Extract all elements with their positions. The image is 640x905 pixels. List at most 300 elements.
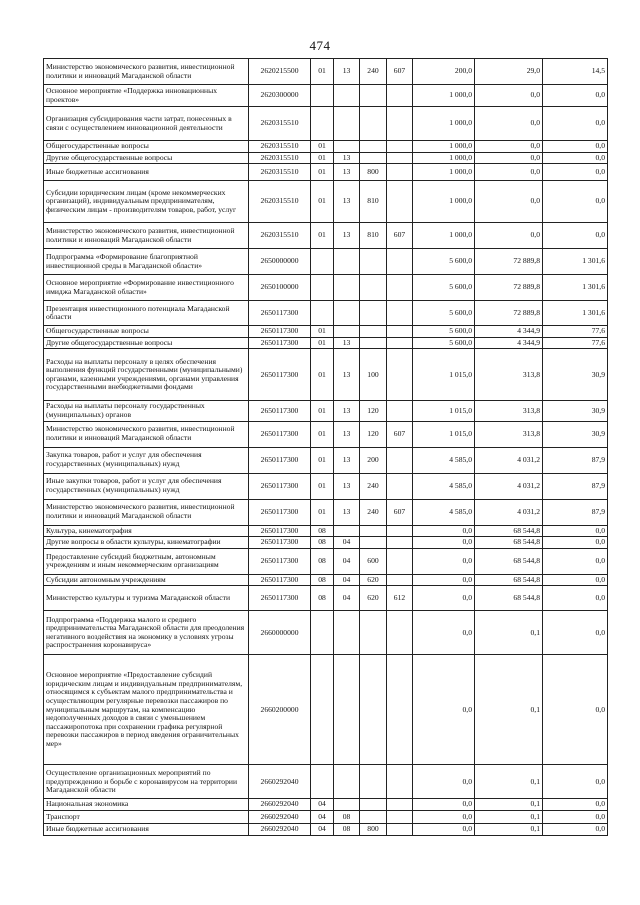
admin-code <box>387 337 413 349</box>
planned-amount: 1 015,0 <box>413 349 475 401</box>
target-code: 2650100000 <box>249 275 311 301</box>
target-code: 2650117300 <box>249 499 311 525</box>
execution-percent: 0,0 <box>543 537 608 549</box>
row-name: Осуществление организационных мероприятий по предупреждению и борьбе с коронавирусом на территории Магаданской области <box>44 765 249 799</box>
target-code: 2620215500 <box>249 59 311 85</box>
planned-amount: 1 000,0 <box>413 181 475 223</box>
section-code: 01 <box>311 421 334 447</box>
subsection-code: 13 <box>334 447 360 473</box>
subsection-code: 13 <box>334 473 360 499</box>
table-row <box>44 164 608 181</box>
execution-percent: 1 301,6 <box>543 275 608 301</box>
subsection-code: 13 <box>334 152 360 164</box>
table-row <box>44 586 608 611</box>
table-row <box>44 401 608 421</box>
target-code: 2650117300 <box>249 326 311 338</box>
section-code <box>311 655 334 765</box>
table-row <box>44 275 608 301</box>
expense-type-code: 240 <box>360 473 387 499</box>
planned-amount: 0,0 <box>413 799 475 811</box>
expense-type-code: 240 <box>360 499 387 525</box>
admin-code <box>387 349 413 401</box>
table-row <box>44 823 608 835</box>
section-code <box>311 611 334 655</box>
planned-amount: 0,0 <box>413 611 475 655</box>
admin-code <box>387 574 413 586</box>
subsection-code <box>334 525 360 537</box>
planned-amount: 0,0 <box>413 574 475 586</box>
target-code: 2650117300 <box>249 349 311 401</box>
row-name: Национальная экономика <box>44 799 249 811</box>
subsection-code: 13 <box>334 421 360 447</box>
admin-code <box>387 401 413 421</box>
section-code <box>311 249 334 275</box>
planned-amount: 1 015,0 <box>413 401 475 421</box>
table-row <box>44 574 608 586</box>
execution-percent: 0,0 <box>543 799 608 811</box>
subsection-code: 04 <box>334 548 360 574</box>
target-code: 2660200000 <box>249 655 311 765</box>
execution-percent: 77,6 <box>543 337 608 349</box>
actual-amount: 0,0 <box>475 164 543 181</box>
target-code: 2650117300 <box>249 447 311 473</box>
expense-type-code <box>360 85 387 107</box>
actual-amount: 313,8 <box>475 349 543 401</box>
row-name: Иные бюджетные ассигнования <box>44 164 249 181</box>
table-row <box>44 473 608 499</box>
table-row <box>44 537 608 549</box>
target-code: 2620315510 <box>249 181 311 223</box>
expense-type-code: 810 <box>360 223 387 249</box>
expense-type-code <box>360 337 387 349</box>
row-name: Министерство экономического развития, инвестиционной политики и инноваций Магаданской области <box>44 223 249 249</box>
planned-amount: 5 600,0 <box>413 275 475 301</box>
table-row <box>44 85 608 107</box>
admin-code <box>387 537 413 549</box>
target-code: 2660292040 <box>249 799 311 811</box>
row-name: Подпрограмма «Поддержка малого и среднего предпринимательства Магаданской области для преодоления негативного воздействия на экономику в условиях угрозы распространения коронавируса» <box>44 611 249 655</box>
row-name: Организация субсидирования части затрат, понесенных в связи с осуществлением инновационной деятельности <box>44 107 249 141</box>
execution-percent: 0,0 <box>543 586 608 611</box>
expense-type-code: 120 <box>360 401 387 421</box>
expense-type-code: 620 <box>360 574 387 586</box>
row-name: Общегосударственные вопросы <box>44 141 249 153</box>
actual-amount: 72 889,8 <box>475 301 543 326</box>
row-name: Основное мероприятие «Поддержка инновационных проектов» <box>44 85 249 107</box>
actual-amount: 313,8 <box>475 401 543 421</box>
section-code: 08 <box>311 586 334 611</box>
actual-amount: 68 544,8 <box>475 548 543 574</box>
table-row <box>44 611 608 655</box>
section-code: 01 <box>311 401 334 421</box>
expense-type-code <box>360 611 387 655</box>
section-code: 01 <box>311 499 334 525</box>
subsection-code <box>334 301 360 326</box>
actual-amount: 68 544,8 <box>475 586 543 611</box>
admin-code <box>387 611 413 655</box>
expense-type-code <box>360 765 387 799</box>
execution-percent: 30,9 <box>543 349 608 401</box>
admin-code <box>387 301 413 326</box>
subsection-code: 13 <box>334 181 360 223</box>
target-code: 2650117300 <box>249 548 311 574</box>
actual-amount: 0,1 <box>475 810 543 823</box>
admin-code: 612 <box>387 586 413 611</box>
admin-code <box>387 141 413 153</box>
target-code: 2650117300 <box>249 401 311 421</box>
admin-code <box>387 107 413 141</box>
admin-code <box>387 326 413 338</box>
actual-amount: 68 544,8 <box>475 574 543 586</box>
planned-amount: 5 600,0 <box>413 326 475 338</box>
subsection-code <box>334 85 360 107</box>
subsection-code <box>334 107 360 141</box>
subsection-code <box>334 249 360 275</box>
section-code <box>311 275 334 301</box>
planned-amount: 5 600,0 <box>413 249 475 275</box>
actual-amount: 0,0 <box>475 85 543 107</box>
admin-code: 607 <box>387 59 413 85</box>
planned-amount: 1 000,0 <box>413 223 475 249</box>
execution-percent: 1 301,6 <box>543 249 608 275</box>
actual-amount: 0,0 <box>475 141 543 153</box>
target-code: 2650000000 <box>249 249 311 275</box>
page-number: 474 <box>309 38 331 53</box>
execution-percent: 0,0 <box>543 164 608 181</box>
target-code: 2620315510 <box>249 223 311 249</box>
table-row <box>44 141 608 153</box>
expense-type-code <box>360 301 387 326</box>
row-name: Закупка товаров, работ и услуг для обеспечения государственных (муниципальных) нужд <box>44 447 249 473</box>
expense-type-code <box>360 537 387 549</box>
actual-amount: 0,1 <box>475 611 543 655</box>
planned-amount: 0,0 <box>413 586 475 611</box>
target-code: 2620315510 <box>249 141 311 153</box>
expense-type-code <box>360 655 387 765</box>
target-code: 2620315510 <box>249 152 311 164</box>
section-code: 01 <box>311 59 334 85</box>
planned-amount: 4 585,0 <box>413 447 475 473</box>
row-name: Другие вопросы в области культуры, кинематографии <box>44 537 249 549</box>
expense-type-code: 810 <box>360 181 387 223</box>
actual-amount: 0,1 <box>475 799 543 811</box>
row-name: Министерство экономического развития, инвестиционной политики и инноваций Магаданской области <box>44 499 249 525</box>
planned-amount: 0,0 <box>413 765 475 799</box>
admin-code <box>387 765 413 799</box>
execution-percent: 77,6 <box>543 326 608 338</box>
actual-amount: 4 031,2 <box>475 499 543 525</box>
table-row <box>44 301 608 326</box>
planned-amount: 0,0 <box>413 548 475 574</box>
target-code: 2650117300 <box>249 301 311 326</box>
admin-code <box>387 473 413 499</box>
section-code: 01 <box>311 164 334 181</box>
subsection-code <box>334 799 360 811</box>
section-code: 08 <box>311 525 334 537</box>
section-code: 01 <box>311 152 334 164</box>
planned-amount: 0,0 <box>413 823 475 835</box>
target-code: 2620315510 <box>249 107 311 141</box>
table-row <box>44 525 608 537</box>
section-code: 08 <box>311 574 334 586</box>
planned-amount: 1 000,0 <box>413 85 475 107</box>
planned-amount: 0,0 <box>413 525 475 537</box>
row-name: Презентация инвестиционного потенциала Магаданской области <box>44 301 249 326</box>
table-row <box>44 810 608 823</box>
row-name: Другие общегосударственные вопросы <box>44 337 249 349</box>
row-name: Другие общегосударственные вопросы <box>44 152 249 164</box>
subsection-code <box>334 326 360 338</box>
planned-amount: 5 600,0 <box>413 337 475 349</box>
planned-amount: 1 015,0 <box>413 421 475 447</box>
section-code: 01 <box>311 181 334 223</box>
expense-type-code <box>360 525 387 537</box>
execution-percent: 0,0 <box>543 548 608 574</box>
section-code: 08 <box>311 537 334 549</box>
subsection-code: 13 <box>334 59 360 85</box>
actual-amount: 4 344,9 <box>475 326 543 338</box>
row-name: Министерство культуры и туризма Магаданской области <box>44 586 249 611</box>
section-code: 01 <box>311 223 334 249</box>
expense-type-code: 600 <box>360 548 387 574</box>
table-row <box>44 107 608 141</box>
admin-code <box>387 447 413 473</box>
section-code: 04 <box>311 799 334 811</box>
expense-type-code <box>360 152 387 164</box>
actual-amount: 29,0 <box>475 59 543 85</box>
planned-amount: 1 000,0 <box>413 107 475 141</box>
row-name: Расходы на выплаты персоналу в целях обеспечения выполнения функций государственными (муниципальными) органами, казенными учреждениями, органами управления государственными внебюджетными фондами <box>44 349 249 401</box>
planned-amount: 1 000,0 <box>413 141 475 153</box>
section-code: 04 <box>311 823 334 835</box>
table-row <box>44 223 608 249</box>
target-code: 2660292040 <box>249 765 311 799</box>
execution-percent: 87,9 <box>543 499 608 525</box>
admin-code <box>387 152 413 164</box>
table-row <box>44 499 608 525</box>
actual-amount: 0,0 <box>475 223 543 249</box>
target-code: 2650117300 <box>249 337 311 349</box>
expense-type-code: 800 <box>360 823 387 835</box>
execution-percent: 87,9 <box>543 473 608 499</box>
execution-percent: 30,9 <box>543 401 608 421</box>
execution-percent: 0,0 <box>543 152 608 164</box>
subsection-code: 13 <box>334 349 360 401</box>
target-code: 2650117300 <box>249 586 311 611</box>
row-name: Субсидии юридическим лицам (кроме некоммерческих организаций), индивидуальным предпринимателям, физическим лицам - производителям товаров, работ, услуг <box>44 181 249 223</box>
admin-code <box>387 548 413 574</box>
execution-percent: 14,5 <box>543 59 608 85</box>
planned-amount: 0,0 <box>413 537 475 549</box>
target-code: 2620315510 <box>249 164 311 181</box>
subsection-code: 13 <box>334 223 360 249</box>
target-code: 2660000000 <box>249 611 311 655</box>
execution-percent: 0,0 <box>543 141 608 153</box>
expense-type-code <box>360 810 387 823</box>
subsection-code: 13 <box>334 401 360 421</box>
section-code <box>311 85 334 107</box>
admin-code <box>387 525 413 537</box>
actual-amount: 72 889,8 <box>475 275 543 301</box>
expense-type-code: 240 <box>360 59 387 85</box>
actual-amount: 0,1 <box>475 765 543 799</box>
admin-code <box>387 655 413 765</box>
expense-type-code: 120 <box>360 421 387 447</box>
row-name: Министерство экономического развития, инвестиционной политики и инноваций Магаданской области <box>44 59 249 85</box>
section-code <box>311 301 334 326</box>
expense-type-code: 800 <box>360 164 387 181</box>
target-code: 2660292040 <box>249 823 311 835</box>
table-row <box>44 548 608 574</box>
section-code: 08 <box>311 548 334 574</box>
execution-percent: 0,0 <box>543 574 608 586</box>
execution-percent: 0,0 <box>543 655 608 765</box>
execution-percent: 0,0 <box>543 611 608 655</box>
table-row <box>44 799 608 811</box>
table-row <box>44 152 608 164</box>
admin-code <box>387 823 413 835</box>
target-code: 2620300000 <box>249 85 311 107</box>
row-name: Расходы на выплаты персоналу государственных (муниципальных) органов <box>44 401 249 421</box>
target-code: 2650117300 <box>249 537 311 549</box>
admin-code: 607 <box>387 223 413 249</box>
subsection-code <box>334 655 360 765</box>
actual-amount: 0,0 <box>475 107 543 141</box>
row-name: Иные бюджетные ассигнования <box>44 823 249 835</box>
table-row <box>44 59 608 85</box>
table-row <box>44 447 608 473</box>
planned-amount: 0,0 <box>413 655 475 765</box>
subsection-code: 13 <box>334 164 360 181</box>
subsection-code <box>334 765 360 799</box>
expense-type-code <box>360 249 387 275</box>
admin-code <box>387 810 413 823</box>
execution-percent: 87,9 <box>543 447 608 473</box>
planned-amount: 4 585,0 <box>413 499 475 525</box>
subsection-code <box>334 275 360 301</box>
actual-amount: 0,1 <box>475 655 543 765</box>
subsection-code: 13 <box>334 337 360 349</box>
planned-amount: 4 585,0 <box>413 473 475 499</box>
planned-amount: 0,0 <box>413 810 475 823</box>
section-code <box>311 107 334 141</box>
execution-percent: 0,0 <box>543 765 608 799</box>
expense-type-code <box>360 107 387 141</box>
admin-code: 607 <box>387 499 413 525</box>
subsection-code <box>334 611 360 655</box>
actual-amount: 4 344,9 <box>475 337 543 349</box>
target-code: 2650117300 <box>249 421 311 447</box>
subsection-code: 04 <box>334 574 360 586</box>
target-code: 2650117300 <box>249 574 311 586</box>
execution-percent: 0,0 <box>543 223 608 249</box>
target-code: 2660292040 <box>249 810 311 823</box>
actual-amount: 4 031,2 <box>475 447 543 473</box>
expense-type-code: 100 <box>360 349 387 401</box>
section-code: 01 <box>311 326 334 338</box>
subsection-code: 04 <box>334 586 360 611</box>
execution-percent: 0,0 <box>543 107 608 141</box>
row-name: Культура, кинематография <box>44 525 249 537</box>
row-name: Основное мероприятие «Формирование инвестиционного имиджа Магаданской области» <box>44 275 249 301</box>
subsection-code <box>334 141 360 153</box>
subsection-code: 04 <box>334 537 360 549</box>
expense-type-code: 200 <box>360 447 387 473</box>
section-code: 01 <box>311 349 334 401</box>
target-code: 2650117300 <box>249 473 311 499</box>
admin-code <box>387 85 413 107</box>
actual-amount: 68 544,8 <box>475 525 543 537</box>
row-name: Иные закупки товаров, работ и услуг для обеспечения государственных (муниципальных) нужд <box>44 473 249 499</box>
admin-code <box>387 249 413 275</box>
admin-code <box>387 164 413 181</box>
target-code: 2650117300 <box>249 525 311 537</box>
actual-amount: 0,1 <box>475 823 543 835</box>
row-name: Предоставление субсидий бюджетным, автономным учреждениям и иным некоммерческим организациям <box>44 548 249 574</box>
subsection-code: 13 <box>334 499 360 525</box>
table-row <box>44 249 608 275</box>
subsection-code: 08 <box>334 823 360 835</box>
section-code <box>311 765 334 799</box>
row-name: Общегосударственные вопросы <box>44 326 249 338</box>
expense-type-code <box>360 141 387 153</box>
actual-amount: 0,0 <box>475 181 543 223</box>
execution-percent: 0,0 <box>543 525 608 537</box>
admin-code <box>387 799 413 811</box>
actual-amount: 4 031,2 <box>475 473 543 499</box>
row-name: Основное мероприятие «Предоставление субсидий юридическим лицам и индивидуальным предпринимателям, относящимся к субъектам малого предпринимательства и осуществляющим регулярные перевозки пассажиров по муниципальным маршрутам, на компенсацию недополученных доходов в связи с уменьшением пассажиропотока при сохранении графика регулярной перевозки пассажиров в период введения ограничительных мер» <box>44 655 249 765</box>
row-name: Субсидии автономным учреждениям <box>44 574 249 586</box>
execution-percent: 30,9 <box>543 421 608 447</box>
execution-percent: 0,0 <box>543 823 608 835</box>
planned-amount: 1 000,0 <box>413 164 475 181</box>
admin-code: 607 <box>387 421 413 447</box>
admin-code <box>387 181 413 223</box>
expense-type-code: 620 <box>360 586 387 611</box>
execution-percent: 0,0 <box>543 810 608 823</box>
section-code: 01 <box>311 473 334 499</box>
table-row <box>44 349 608 401</box>
section-code: 01 <box>311 447 334 473</box>
section-code: 01 <box>311 141 334 153</box>
row-name: Министерство экономического развития, инвестиционной политики и инноваций Магаданской области <box>44 421 249 447</box>
table-row <box>44 765 608 799</box>
planned-amount: 5 600,0 <box>413 301 475 326</box>
actual-amount: 0,0 <box>475 152 543 164</box>
row-name: Подпрограмма «Формирование благоприятной инвестиционной среды в Магаданской области» <box>44 249 249 275</box>
table-row <box>44 655 608 765</box>
table-row <box>44 421 608 447</box>
table-row <box>44 337 608 349</box>
actual-amount: 68 544,8 <box>475 537 543 549</box>
budget-table <box>43 58 608 836</box>
execution-percent: 0,0 <box>543 85 608 107</box>
expense-type-code <box>360 326 387 338</box>
table-row <box>44 181 608 223</box>
section-code: 01 <box>311 337 334 349</box>
execution-percent: 1 301,6 <box>543 301 608 326</box>
subsection-code: 08 <box>334 810 360 823</box>
planned-amount: 200,0 <box>413 59 475 85</box>
table-row <box>44 326 608 338</box>
actual-amount: 72 889,8 <box>475 249 543 275</box>
row-name: Транспорт <box>44 810 249 823</box>
admin-code <box>387 275 413 301</box>
execution-percent: 0,0 <box>543 181 608 223</box>
section-code: 04 <box>311 810 334 823</box>
actual-amount: 313,8 <box>475 421 543 447</box>
expense-type-code <box>360 799 387 811</box>
